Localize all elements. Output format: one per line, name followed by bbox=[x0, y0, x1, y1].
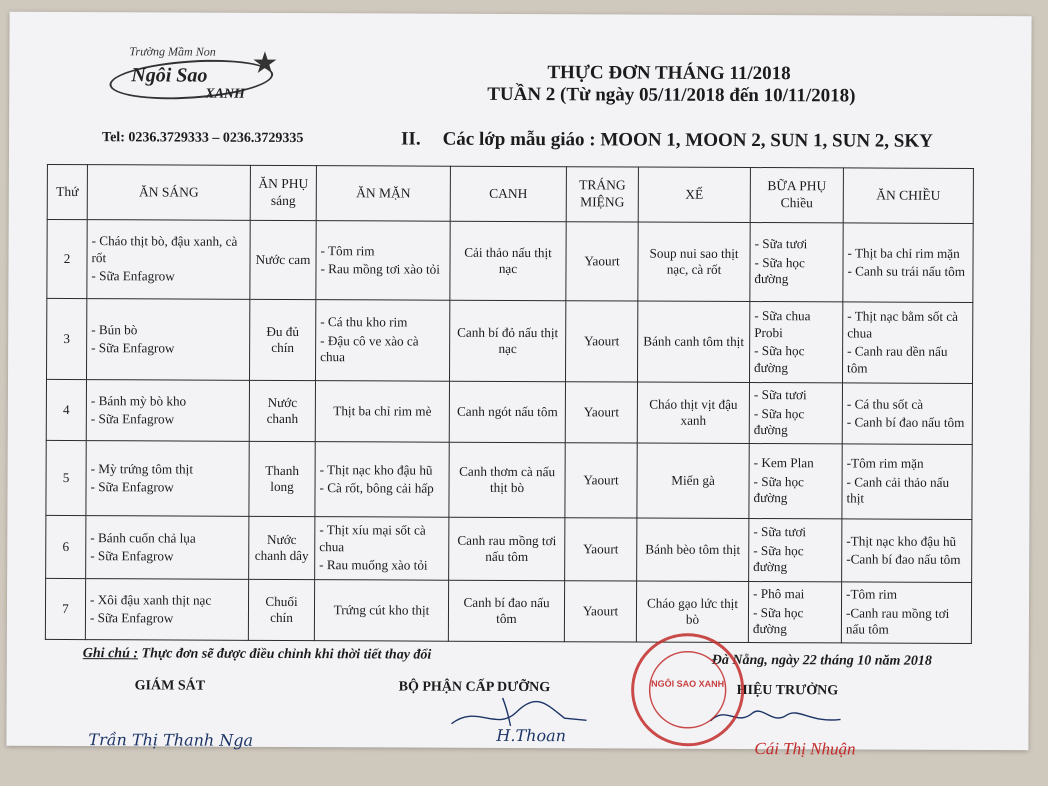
table-row bbox=[46, 515, 972, 582]
afternoon-snack-cell bbox=[749, 519, 842, 582]
logo-top-text: Trường Mầm Non bbox=[129, 44, 216, 59]
principal-signature: Cái Thị Nhuận bbox=[754, 739, 856, 759]
afternoon-snack-item: - Sữa tươi bbox=[753, 387, 807, 403]
dinner-item: - Thịt nạc bằm sốt cà chua bbox=[847, 308, 959, 341]
noon-snack-cell: Soup nui sao thịt nạc, cà rốt bbox=[638, 222, 750, 301]
afternoon-snack-item: - Sữa học đường bbox=[753, 405, 805, 438]
main-dish-item: - Rau mồng tơi xào tỏi bbox=[320, 261, 440, 277]
dessert-cell: Yaourt bbox=[566, 222, 638, 301]
breakfast-item: - Sữa Enfagrow bbox=[89, 610, 174, 626]
day-cell: 3 bbox=[47, 298, 87, 379]
class-list bbox=[401, 128, 933, 152]
morning-snack-cell: Đu đủ chín bbox=[250, 299, 316, 380]
afternoon-snack-item: - Phô mai bbox=[753, 586, 805, 602]
breakfast-cell bbox=[87, 220, 250, 300]
breakfast-cell bbox=[87, 299, 250, 381]
dinner-cell bbox=[841, 582, 971, 644]
afternoon-snack-item: - Sữa học đường bbox=[754, 254, 805, 287]
main-dish-cell bbox=[316, 221, 450, 301]
header-afternoon-snack: BỮA PHỤ Chiều bbox=[750, 168, 843, 223]
main-dish-item: - Tôm rim bbox=[320, 242, 375, 258]
breakfast-cell bbox=[86, 516, 249, 580]
footnote bbox=[83, 646, 432, 664]
day-cell: 4 bbox=[46, 379, 86, 440]
soup-cell: Cải thảo nấu thịt nạc bbox=[450, 221, 566, 301]
dinner-item: - Canh su trái nấu tôm bbox=[847, 263, 966, 279]
day-cell: 5 bbox=[46, 440, 86, 515]
dessert-cell: Yaourt bbox=[565, 382, 637, 443]
soup-cell: Canh bí đao nấu tôm bbox=[448, 580, 564, 642]
dinner-item: - Canh cải thảo nấu thịt bbox=[846, 474, 950, 506]
header-breakfast: ĂN SÁNG bbox=[87, 165, 250, 221]
breakfast-cell bbox=[85, 579, 248, 641]
menu-sheet bbox=[6, 12, 1031, 759]
afternoon-snack-cell bbox=[749, 383, 842, 444]
section-number: II. bbox=[401, 128, 421, 150]
afternoon-snack-item: - Sữa học đường bbox=[754, 343, 805, 375]
dinner-cell bbox=[842, 519, 972, 583]
noon-snack-cell: Bánh canh tôm thịt bbox=[637, 301, 749, 382]
afternoon-snack-cell bbox=[749, 444, 842, 519]
breakfast-cell bbox=[86, 380, 249, 442]
principal-title: HIỆU TRƯỞNG bbox=[736, 682, 839, 699]
main-dish-cell bbox=[315, 381, 449, 443]
main-dish-cell bbox=[315, 300, 449, 382]
dinner-item: - Canh rau dền nấu tôm bbox=[847, 343, 948, 376]
signing-date: Đà Nẵng, ngày 22 tháng 10 năm 2018 bbox=[711, 652, 932, 669]
morning-snack-cell: Nước chanh bbox=[249, 380, 315, 441]
morning-snack-cell: Chuối chín bbox=[248, 579, 314, 640]
afternoon-snack-cell bbox=[748, 582, 841, 643]
header-day: Thứ bbox=[47, 164, 87, 219]
afternoon-snack-item: - Sữa tươi bbox=[754, 236, 808, 252]
soup-cell: Canh ngót nấu tôm bbox=[449, 381, 565, 443]
footnote-label: Ghi chú : bbox=[82, 646, 139, 662]
stamp-text: NGÔI SAO XANH bbox=[651, 678, 725, 689]
main-dish-item: - Thịt nạc kho đậu hũ bbox=[319, 461, 433, 478]
main-dish-item: - Đậu cô ve xào cà chua bbox=[320, 332, 419, 365]
morning-snack-cell: Nước chanh dây bbox=[249, 516, 315, 579]
day-cell: 6 bbox=[46, 515, 86, 578]
class-list-text: Các lớp mẫu giáo : MOON 1, MOON 2, SUN 1, SUN 2, SKY bbox=[442, 128, 933, 152]
dinner-item: -Canh rau mồng tơi nấu tôm bbox=[845, 605, 950, 637]
breakfast-item: - Bánh mỳ bò kho bbox=[90, 392, 187, 409]
main-dish-item: - Rau muống xào tỏi bbox=[319, 557, 428, 573]
header-dinner: ĂN CHIỀU bbox=[843, 168, 973, 224]
afternoon-snack-item: - Sữa học đường bbox=[753, 542, 804, 575]
kitchen-dept-title: BỘ PHẬN CẤP DƯỠNG bbox=[398, 679, 551, 696]
dinner-item: -Thịt nạc kho đậu hũ bbox=[846, 532, 957, 549]
dinner-item: - Canh bí đao nấu tôm bbox=[846, 414, 965, 430]
dessert-cell: Yaourt bbox=[565, 518, 637, 581]
phone-number: Tel: 0236.3729333 – 0236.3729335 bbox=[102, 130, 304, 147]
header-morning-snack: ĂN PHỤ sáng bbox=[250, 165, 316, 220]
breakfast-item: - Bún bò bbox=[91, 321, 138, 337]
noon-snack-cell: Cháo gạo lức thịt bò bbox=[636, 581, 748, 642]
week-title: TUẦN 2 (Từ ngày 05/11/2018 đến 10/11/2018) bbox=[487, 83, 856, 107]
dinner-item: -Tôm rim mặn bbox=[846, 455, 924, 472]
dinner-cell bbox=[843, 223, 973, 303]
dessert-cell: Yaourt bbox=[565, 301, 637, 382]
menu-table bbox=[45, 164, 974, 644]
dinner-cell bbox=[842, 444, 972, 520]
main-dish-item: - Thịt xíu mại sốt cà chua bbox=[319, 522, 426, 554]
afternoon-snack-item: - Sữa học đường bbox=[752, 604, 804, 637]
dessert-cell: Yaourt bbox=[565, 443, 637, 518]
breakfast-item: - Bánh cuốn chả lụa bbox=[90, 529, 196, 546]
dinner-item: -Tôm rim bbox=[846, 586, 898, 602]
table-row bbox=[46, 379, 972, 444]
soup-cell: Canh thơm cà nấu thịt bò bbox=[449, 442, 565, 518]
main-dish-item: - Cà rốt, bông cải hấp bbox=[319, 480, 434, 496]
main-dish-cell bbox=[314, 580, 448, 642]
header-soup: CANH bbox=[450, 166, 566, 222]
official-stamp bbox=[628, 630, 747, 749]
main-dish-cell bbox=[315, 517, 449, 581]
breakfast-item: - Mỳ trứng tôm thịt bbox=[90, 460, 194, 477]
header-dessert: TRÁNG MIỆNG bbox=[566, 167, 638, 222]
afternoon-snack-item: - Kem Plan bbox=[753, 455, 814, 471]
table-header-row bbox=[47, 164, 973, 223]
afternoon-snack-item: - Sữa tươi bbox=[753, 524, 807, 540]
logo-main-text: Ngôi Sao bbox=[131, 64, 208, 87]
breakfast-item: - Sữa Enfagrow bbox=[90, 548, 174, 564]
afternoon-snack-item: - Sữa chua Probi bbox=[754, 308, 811, 340]
main-dish-cell bbox=[315, 442, 449, 518]
day-cell: 7 bbox=[45, 578, 85, 639]
breakfast-item: - Sữa Enfagrow bbox=[91, 340, 175, 356]
breakfast-item: - Xôi đậu xanh thịt nạc bbox=[90, 591, 212, 608]
footnote-text: Thực đơn sẽ được điều chỉnh khi thời tiết thay đổi bbox=[138, 646, 432, 663]
dessert-cell: Yaourt bbox=[564, 581, 636, 642]
table-row bbox=[47, 298, 973, 383]
noon-snack-cell: Miến gà bbox=[637, 443, 749, 518]
table-row bbox=[45, 578, 971, 643]
breakfast-item: - Sữa Enfagrow bbox=[90, 479, 174, 495]
logo-sub-text: XANH bbox=[205, 86, 245, 102]
soup-cell: Canh rau mồng tơi nấu tôm bbox=[449, 517, 565, 581]
breakfast-item: - Sữa Enfagrow bbox=[91, 268, 175, 284]
dinner-cell bbox=[842, 302, 972, 384]
noon-snack-cell: Bánh bèo tôm thịt bbox=[637, 518, 749, 581]
dinner-item: -Canh bí đao nấu tôm bbox=[846, 551, 961, 567]
afternoon-snack-item: - Sữa học đường bbox=[753, 473, 804, 506]
afternoon-snack-cell bbox=[749, 302, 842, 383]
star-icon: ★ bbox=[251, 46, 279, 80]
dinner-item: - Thịt ba chỉ rim mặn bbox=[847, 244, 960, 261]
breakfast-cell bbox=[86, 441, 249, 517]
morning-snack-cell: Nước cam bbox=[250, 220, 316, 299]
supervisor-signature: Trần Thị Thanh Nga bbox=[88, 730, 254, 750]
breakfast-item: - Cháo thịt bò, đậu xanh, cà rốt bbox=[91, 233, 238, 265]
table-row bbox=[46, 440, 972, 519]
school-logo bbox=[103, 40, 293, 111]
main-dish-item: - Cá thu kho rim bbox=[320, 314, 408, 330]
day-cell: 2 bbox=[47, 219, 87, 298]
soup-cell: Canh bí đỏ nấu thịt nạc bbox=[449, 300, 565, 382]
header-main-dish: ĂN MẶN bbox=[316, 166, 450, 222]
menu-title: THỰC ĐƠN THÁNG 11/2018 bbox=[547, 62, 791, 85]
supervisor-title: GIÁM SÁT bbox=[134, 678, 206, 694]
dinner-item: - Cá thu sốt cà bbox=[846, 395, 924, 412]
header-noon-snack: XẾ bbox=[638, 167, 750, 222]
kitchen-signature: H.Thoan bbox=[496, 725, 566, 746]
noon-snack-cell: Cháo thịt vịt đậu xanh bbox=[637, 382, 749, 443]
afternoon-snack-cell bbox=[750, 223, 843, 302]
table-row bbox=[47, 219, 973, 302]
breakfast-item: - Sữa Enfagrow bbox=[90, 411, 175, 427]
main-dish-item: Thịt ba chỉ rim mè bbox=[333, 402, 432, 419]
dinner-cell bbox=[842, 383, 972, 445]
morning-snack-cell: Thanh long bbox=[249, 441, 315, 516]
main-dish-item: Trứng cút kho thịt bbox=[333, 601, 430, 618]
